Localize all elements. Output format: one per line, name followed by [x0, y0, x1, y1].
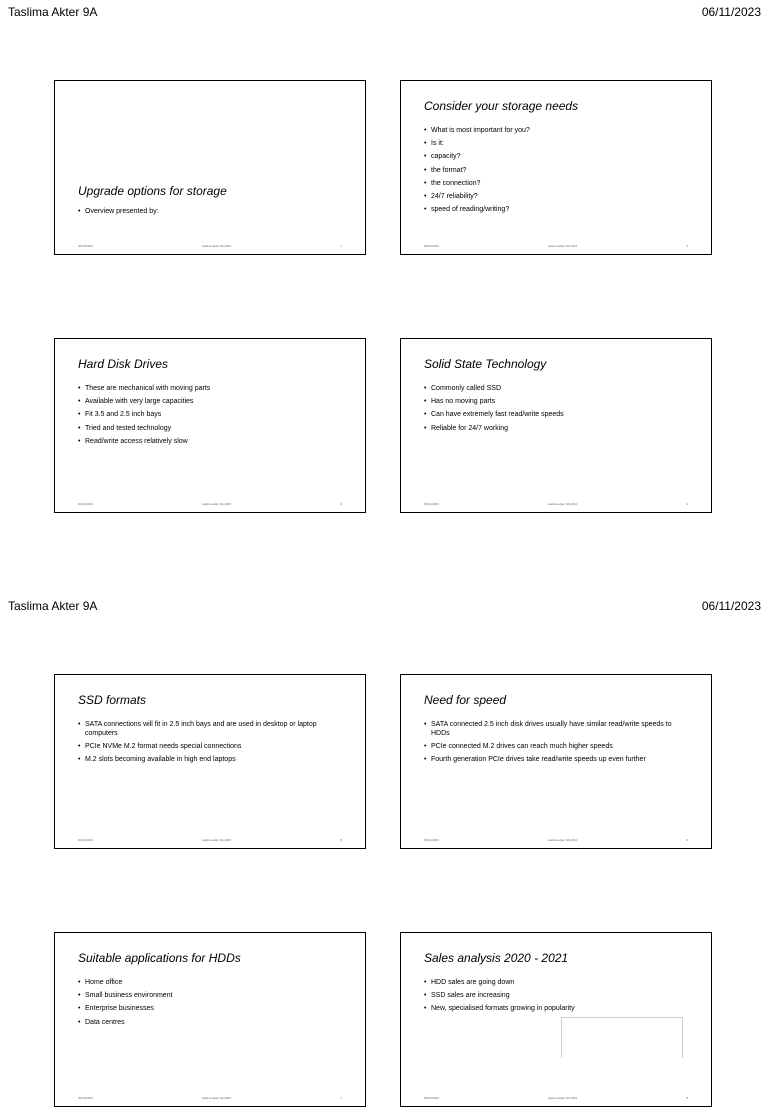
bullet-item: • Tried and tested technology	[78, 425, 345, 434]
bullet-item: • the connection?	[424, 180, 691, 189]
footer-date: 06/11/2023	[78, 502, 93, 506]
footer-author: taslima akter 9A 2023	[548, 838, 577, 842]
slide-thumbnail-3[interactable]	[54, 338, 366, 513]
slide-number: 4	[686, 502, 688, 506]
slide-number: 1	[340, 244, 342, 248]
slide-title: Suitable applications for HDDs	[78, 951, 241, 965]
bullet-item: • HDD sales are going down	[424, 979, 691, 988]
bullet-item: • SATA connected 2.5 inch disk drives usually have similar read/write speeds to HDDs	[424, 721, 691, 739]
bullet-item: • SSD sales are increasing	[424, 992, 691, 1001]
footer-author: taslima akter 9A 2023	[202, 1096, 231, 1100]
slide-footer	[78, 502, 342, 506]
bullet-item: • Data centres	[78, 1019, 345, 1028]
slide-thumbnail-1[interactable]	[54, 80, 366, 255]
bullet-item: • Fit 3.5 and 2.5 inch bays	[78, 411, 345, 420]
bullet-item: • the format?	[424, 167, 691, 176]
bullet-item: • SATA connections will fit in 2.5 inch bays and are used in desktop or laptop computers	[78, 721, 345, 739]
bullet-item: • 24/7 reliability?	[424, 193, 691, 202]
slide-title: Upgrade options for storage	[78, 184, 227, 198]
slide-thumbnail-4[interactable]	[400, 338, 712, 513]
slide-title: Hard Disk Drives	[78, 357, 169, 371]
footer-author: taslima akter 9A 2023	[202, 244, 231, 248]
footer-date: 06/11/2023	[78, 838, 93, 842]
bullet-item: • What is most important for you?	[424, 127, 691, 136]
slide-bullets	[78, 721, 345, 769]
footer-author: taslima akter 9A 2023	[202, 838, 231, 842]
slide-footer	[424, 502, 688, 506]
bullet-item: • Available with very large capacities	[78, 398, 345, 407]
footer-date: 06/11/2023	[78, 1096, 93, 1100]
slide-thumbnail-8[interactable]	[400, 932, 712, 1107]
bullet-item: • Reliable for 24/7 working	[424, 425, 691, 434]
slide-footer	[424, 838, 688, 842]
slide-thumbnail-2[interactable]	[400, 80, 712, 255]
slide-thumbnail-7[interactable]	[54, 932, 366, 1107]
bullet-item: • capacity?	[424, 153, 691, 162]
bullet-item: • PCIe NVMe M.2 format needs special connections	[78, 743, 345, 752]
bullet-item: • Small business environment	[78, 992, 345, 1001]
slide-number: 3	[340, 502, 342, 506]
chart-thumbnail	[561, 1017, 683, 1058]
footer-author: taslima akter 9A 2023	[548, 502, 577, 506]
header-date: 06/11/2023	[701, 5, 761, 19]
slide-title: Solid State Technology	[424, 357, 547, 371]
slide-footer	[78, 244, 342, 248]
bullet-item: • M.2 slots becoming available in high end laptops	[78, 756, 345, 765]
bullet-item: • Enterprise businesses	[78, 1005, 345, 1014]
footer-date: 06/11/2023	[78, 244, 93, 248]
header-date: 06/11/2023	[701, 599, 761, 613]
slide-thumbnail-5[interactable]	[54, 674, 366, 849]
bullet-item: • Read/write access relatively slow	[78, 438, 345, 447]
bullet-item: • These are mechanical with moving parts	[78, 385, 345, 394]
slide-title: Sales analysis 2020 - 2021	[424, 951, 569, 965]
bullet-item: • Fourth generation PCIe drives take read/write speeds up even further	[424, 756, 691, 765]
slide-footer	[78, 838, 342, 842]
footer-date: 06/11/2023	[424, 1096, 439, 1100]
bullet-item: • Overview presented by:	[78, 208, 345, 217]
slide-title: Need for speed	[424, 693, 507, 707]
slide-number: 6	[686, 838, 688, 842]
slide-number: 2	[686, 244, 688, 248]
slide-footer	[424, 1096, 688, 1100]
header-author: Taslima Akter 9A	[8, 5, 98, 19]
slide-thumbnail-6[interactable]	[400, 674, 712, 849]
header-author: Taslima Akter 9A	[8, 599, 98, 613]
slide-number: 7	[340, 1096, 342, 1100]
slide-title: SSD formats	[78, 693, 147, 707]
slide-number: 8	[686, 1096, 688, 1100]
footer-author: taslima akter 9A 2023	[548, 1096, 577, 1100]
bullet-item: • Is it:	[424, 140, 691, 149]
footer-date: 06/11/2023	[424, 244, 439, 248]
slide-number: 5	[340, 838, 342, 842]
slide-bullets	[424, 721, 691, 769]
bullet-item: • speed of reading/writing?	[424, 206, 691, 215]
bullet-item: • Home office	[78, 979, 345, 988]
bullet-item: • PCIe connected M.2 drives can reach much higher speeds	[424, 743, 691, 752]
footer-date: 06/11/2023	[424, 502, 439, 506]
footer-author: taslima akter 9A 2023	[548, 244, 577, 248]
slide-bullets	[78, 385, 345, 451]
slide-footer	[78, 1096, 342, 1100]
footer-date: 06/11/2023	[424, 838, 439, 842]
bullet-item: • Has no moving parts	[424, 398, 691, 407]
bullet-item: • Commonly called SSD	[424, 385, 691, 394]
bullet-item: • Can have extremely fast read/write speeds	[424, 411, 691, 420]
slide-bullets	[78, 208, 345, 221]
slide-bullets	[424, 385, 691, 438]
footer-author: taslima akter 9A 2023	[202, 502, 231, 506]
bullet-item: • New, specialised formats growing in popularity	[424, 1005, 691, 1014]
slide-bullets	[424, 127, 691, 219]
slide-footer	[424, 244, 688, 248]
slide-bullets	[424, 979, 691, 1019]
slide-title: Consider your storage needs	[424, 99, 579, 113]
